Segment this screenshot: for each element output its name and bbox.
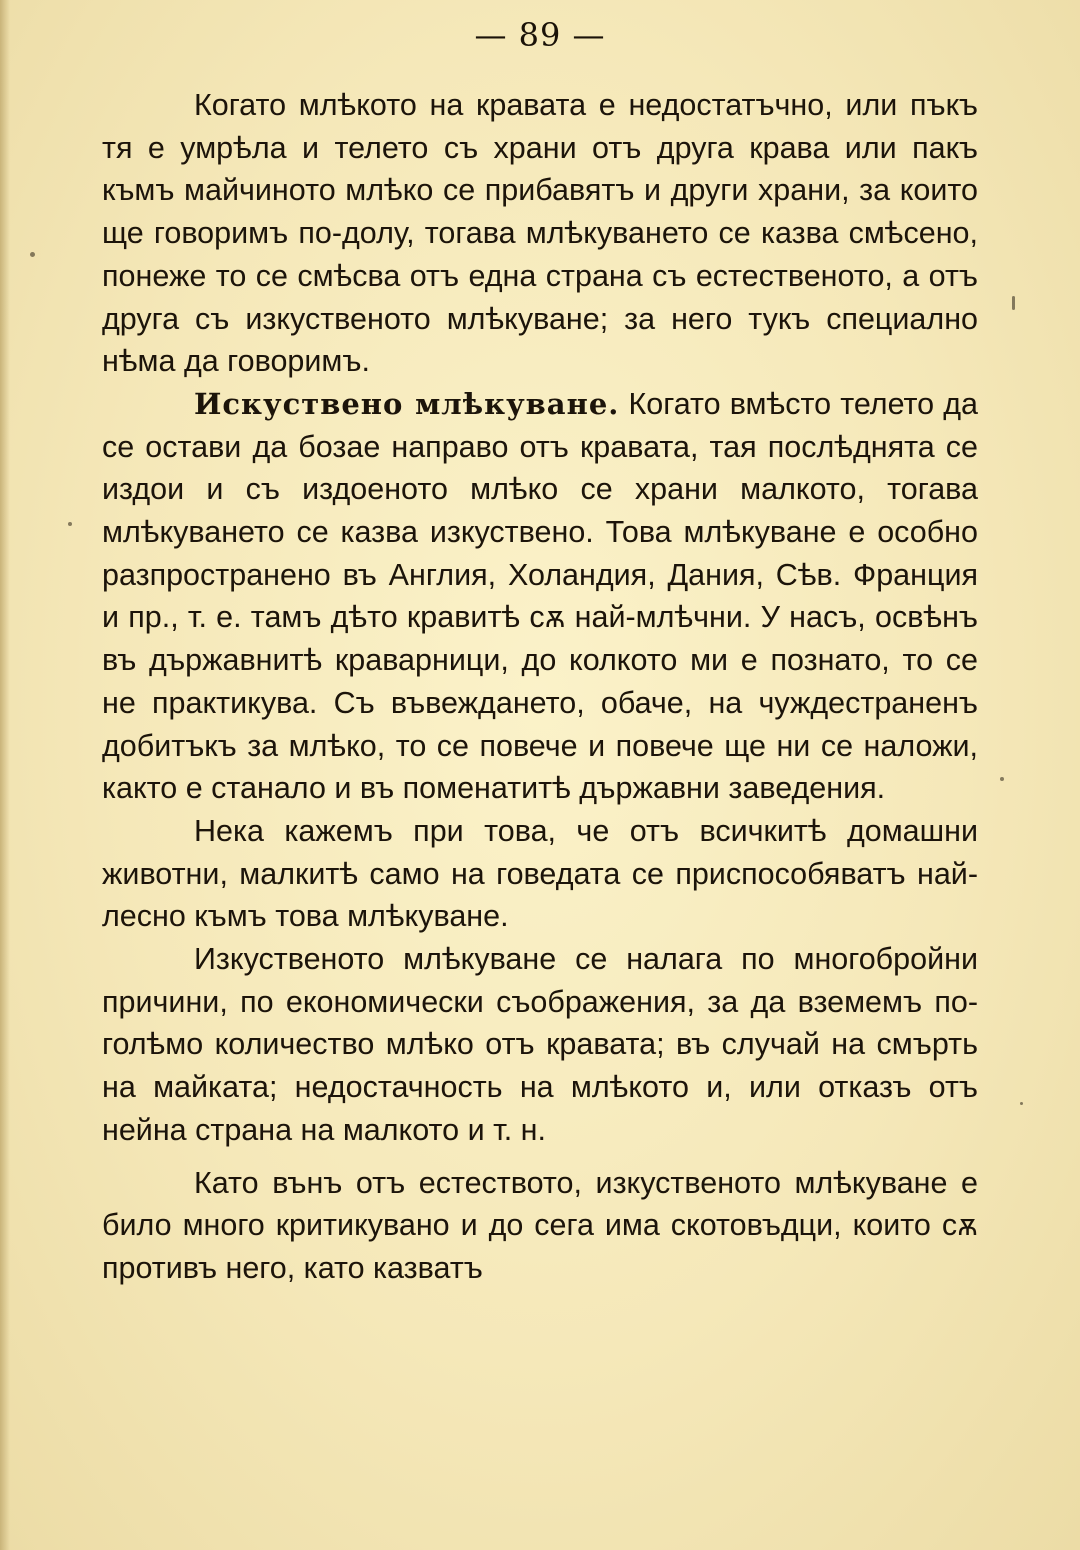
paragraph-text: Изкуственото млѣкуване се налага по многобройни причини, по економически съображения, за да вземемъ по-голѣмо количество млѣко отъ кравата; въ случай на смърть на майката; недостачность на млѣкото и, или отказъ отъ нейна страна на малкото и т. н. bbox=[102, 942, 978, 1147]
paragraph-4 bbox=[102, 938, 978, 1152]
paragraph-text: Нека кажемъ при това, че отъ всичкитѣ домашни животни, малкитѣ само на говедата се приспособяватъ най-лесно къмъ това млѣкуване. bbox=[102, 813, 978, 934]
paper-speck bbox=[30, 252, 35, 257]
paper-speck bbox=[1000, 777, 1004, 781]
paragraph-text: Когато вмѣсто телето да се остави да бозае направо отъ кравата, тая послѣднята се издои и съ издоеното млѣко се храни малкото, тогава млѣкуването се казва изкуствено. Това млѣкуване е особно разпространено въ Англия, Холандия, Дания, Сѣв. Франция и пр., т. е. тамъ дѣто кравитѣ сѫ най-млѣчни. У насъ, освѣнъ въ държавнитѣ краварници, до колкото ми е познато, то се не практикува. Съ въвеждането, обаче, на чуждестраненъ добитъкъ за млѣко, то се повече и повече ще ни се наложи, както е станало и въ поменатитѣ държавни заведения. bbox=[102, 386, 978, 806]
paragraph-text: Като вънъ отъ естеството, изкуственото млѣкуване е било много критикувано и до сега има скотовъдци, които сѫ противъ него, като казватъ bbox=[102, 1165, 978, 1285]
page-edge-shadow bbox=[0, 0, 10, 1550]
paper-speck bbox=[68, 522, 72, 526]
section-heading: Искуствено млѣкуване. bbox=[194, 386, 620, 421]
paragraph-text: Когато млѣкото на кравата е недостатъчно, или пъкъ тя е умрѣла и телето съ храни отъ друга крава или пакъ къмъ майчиното млѣко се прибавятъ и други храни, за които ще говоримъ по-долу, тогава млѣкуването се казва смѣсено, понеже то се смѣсва отъ една страна съ естественото, а отъ друга съ изкуственото млѣкуване; за него тукъ специално нѣма да говоримъ. bbox=[102, 88, 978, 379]
paragraph-2 bbox=[102, 383, 978, 810]
paragraph-3 bbox=[102, 810, 978, 938]
body-text bbox=[102, 84, 978, 1290]
paragraph-1 bbox=[102, 84, 978, 383]
paper-speck bbox=[1020, 1102, 1023, 1105]
paper-speck bbox=[1012, 296, 1015, 310]
page-number: — 89 — bbox=[474, 16, 606, 54]
paragraph-5 bbox=[102, 1162, 978, 1290]
